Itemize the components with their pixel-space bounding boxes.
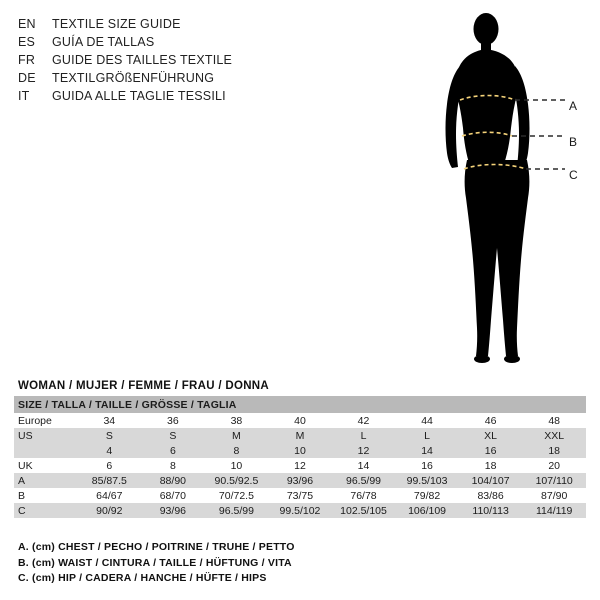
cell: 106/109: [395, 503, 459, 518]
size-table-section: [14, 380, 586, 518]
table-row: [14, 503, 586, 518]
cell: 10: [205, 458, 269, 473]
silhouette-body: [446, 13, 530, 363]
measure-label-b: B: [569, 135, 578, 149]
language-row: [18, 34, 318, 51]
cell: 85/87.5: [78, 473, 142, 488]
language-code: FR: [18, 53, 36, 67]
cell: 99.5/102: [268, 503, 332, 518]
cell: 107/110: [522, 473, 586, 488]
table-row: [14, 413, 586, 428]
language-text: GUÍA DE TALLAS: [52, 35, 155, 49]
cell: 4: [78, 443, 142, 458]
cell: 16: [395, 458, 459, 473]
cell: 114/119: [522, 503, 586, 518]
cell: 10: [268, 443, 332, 458]
cell: 96.5/99: [205, 503, 269, 518]
language-code: DE: [18, 71, 36, 85]
cell: 102.5/105: [332, 503, 396, 518]
cell: 70/72.5: [205, 488, 269, 503]
row-label: A: [14, 473, 78, 488]
table-row: [14, 443, 586, 458]
language-row: [18, 52, 318, 69]
cell: 6: [141, 443, 205, 458]
language-code: EN: [18, 17, 36, 31]
measurement-legend: [18, 540, 578, 587]
cell: 96.5/99: [332, 473, 396, 488]
cell: 68/70: [141, 488, 205, 503]
cell: 6: [78, 458, 142, 473]
cell: 46: [459, 413, 523, 428]
cell: 42: [332, 413, 396, 428]
cell: M: [205, 428, 269, 443]
language-text: TEXTILE SIZE GUIDE: [52, 17, 181, 31]
table-row: [14, 428, 586, 443]
cell: 38: [205, 413, 269, 428]
cell: 110/113: [459, 503, 523, 518]
cell: M: [268, 428, 332, 443]
cell: 93/96: [268, 473, 332, 488]
cell: S: [78, 428, 142, 443]
table-header-row: [14, 396, 586, 413]
section-title: WOMAN / MUJER / FEMME / FRAU / DONNA: [18, 380, 270, 392]
table-row: [14, 458, 586, 473]
cell: 18: [522, 443, 586, 458]
row-label: Europe: [14, 413, 78, 428]
cell: 36: [141, 413, 205, 428]
cell: XL: [459, 428, 523, 443]
cell: 90/92: [78, 503, 142, 518]
row-label: UK: [14, 458, 78, 473]
table-header-label: SIZE / TALLA / TAILLE / GRÖSSE / TAGLIA: [14, 396, 586, 413]
cell: 93/96: [141, 503, 205, 518]
cell: 64/67: [78, 488, 142, 503]
cell: 20: [522, 458, 586, 473]
table-row: [14, 473, 586, 488]
language-code: ES: [18, 35, 36, 49]
table-row: [14, 488, 586, 503]
cell: S: [141, 428, 205, 443]
language-row: [18, 88, 318, 105]
cell: 79/82: [395, 488, 459, 503]
row-label: C: [14, 503, 78, 518]
silhouette-svg: [420, 8, 595, 368]
cell: 18: [459, 458, 523, 473]
cell: L: [332, 428, 396, 443]
language-text: GUIDE DES TAILLES TEXTILE: [52, 53, 233, 67]
cell: 12: [268, 458, 332, 473]
cell: 99.5/103: [395, 473, 459, 488]
measure-label-c: C: [569, 168, 578, 182]
cell: 104/107: [459, 473, 523, 488]
language-text: GUIDA ALLE TAGLIE TESSILI: [52, 89, 226, 103]
cell: 88/90: [141, 473, 205, 488]
language-header-block: [18, 16, 318, 106]
measure-label-a: A: [569, 99, 578, 113]
female-silhouette-figure: [420, 8, 595, 368]
language-row: [18, 16, 318, 33]
cell: 40: [268, 413, 332, 428]
legend-line-c: C. (cm) HIP / CADERA / HANCHE / HÜFTE / HIPS: [18, 572, 267, 584]
row-label: US: [14, 428, 78, 443]
cell: 16: [459, 443, 523, 458]
cell: 12: [332, 443, 396, 458]
cell: 83/86: [459, 488, 523, 503]
cell: 8: [141, 458, 205, 473]
cell: 73/75: [268, 488, 332, 503]
cell: 87/90: [522, 488, 586, 503]
cell: 48: [522, 413, 586, 428]
cell: 90.5/92.5: [205, 473, 269, 488]
cell: 34: [78, 413, 142, 428]
language-text: TEXTILGRÖßENFÜHRUNG: [52, 71, 215, 85]
language-row: [18, 70, 318, 87]
cell: 76/78: [332, 488, 396, 503]
language-code: IT: [18, 89, 30, 103]
legend-line-b: B. (cm) WAIST / CINTURA / TAILLE / HÜFTUNG / VITA: [18, 556, 292, 569]
row-label: B: [14, 488, 78, 503]
cell: 14: [395, 443, 459, 458]
cell: XXL: [522, 428, 586, 443]
cell: 14: [332, 458, 396, 473]
cell: 44: [395, 413, 459, 428]
size-table: [14, 396, 586, 518]
legend-line-a: A. (cm) CHEST / PECHO / POITRINE / TRUHE / PETTO: [18, 541, 295, 553]
row-label: [14, 443, 78, 458]
cell: L: [395, 428, 459, 443]
cell: 8: [205, 443, 269, 458]
